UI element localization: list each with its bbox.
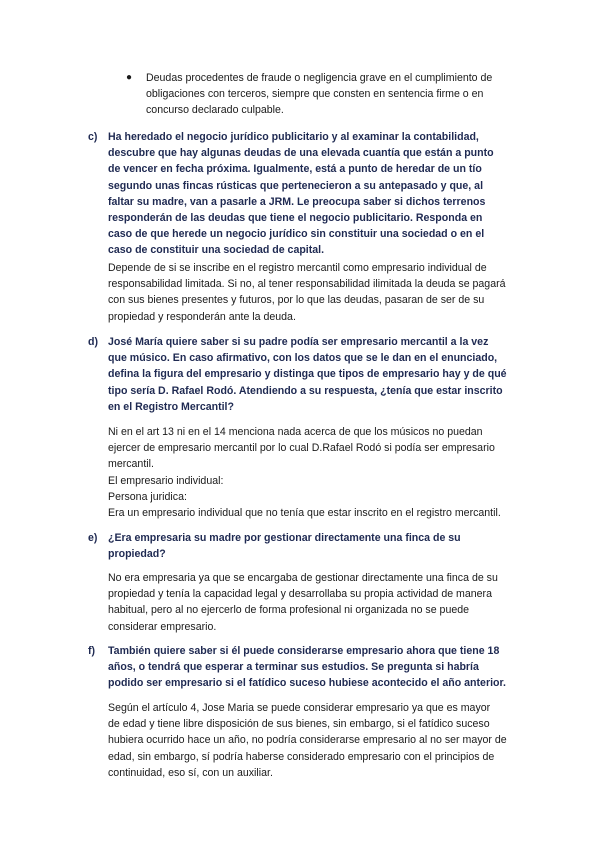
question-text: José María quiere saber si su padre podía ser empresario mercantil a la vez que músico. En caso afirmativo, con los datos que se le dan en el enunciado, defina la figura del empresario y distinga que tipos de empresario hay y de qué tipo sería D. Rafael Rodó. Atendiendo a su respuesta, ¿tenía que estar inscrito en el Registro Mercantil? — [108, 336, 507, 413]
question-c — [88, 129, 518, 259]
bullet-text: Deudas procedentes de fraude o negligencia grave en el cumplimiento de obligaciones con terceros, siempre que consten en sentencia firme o en concurso declarado culpable. — [146, 72, 493, 117]
bullet-item — [126, 70, 526, 119]
answer-d: Ni en el art 13 ni en el 14 menciona nada acerca de que los músicos no puedan ejercer de empresario mercantil por lo cual D.Rafael Rodó si podía ser empresario mercantil. El empresario individual: Persona juridica: Era un empresario individual que no tenía que estar inscrito en el registro mercantil. — [108, 426, 501, 520]
answer-e: No era empresaria ya que se encargaba de gestionar directamente una finca de su propiedad y tenía la capacidad legal y desarrollaba su propia actividad de manera habitual, pero al no ejercerlo de forma profesional ni organizada no se puede considerar empresario. — [108, 572, 498, 633]
question-f — [88, 643, 518, 692]
bullet-dot-icon: ● — [126, 72, 133, 83]
answer-c: Depende de si se inscribe en el registro mercantil como empresario individual de responsabilidad limitada. Si no, al tener responsabilidad ilimitada la deuda se pagará con sus bienes presentes y futuros, por lo que las deudas, pasaran de ser de su propiedad y responderán ante la deuda. — [108, 262, 506, 323]
question-letter: e) — [88, 532, 98, 544]
answer-f: Según el artículo 4, Jose Maria se puede considerar empresario ya que es mayor de edad y tiene libre disposición de sus bienes, sin embargo, si el fatídico suceso hubiera ocurrido hace un año, no podría considerarse empresario al no ser mayor de edad, sin embargo, sí podría haberse considerado empresario con el principios de continuidad, eso sí, con un auxiliar. — [108, 702, 507, 779]
question-text: ¿Era empresaria su madre por gestionar directamente una finca de su propiedad? — [108, 532, 461, 561]
question-text: Ha heredado el negocio jurídico publicitario y al examinar la contabilidad, descubre que hay algunas deudas de una elevada cuantía que están a punto de vencer en fecha próxima. Igualmente, está a punto de heredar de un tío segundo unas fincas rústicas que pertenecieron a su antepasado y que, al faltar su madre, van a pasarle a JRM. Le preocupa saber si dichos terrenos responderán de las deudas que tiene el negocio publicitario. Responda en caso de que herede un negocio jurídico sin constituir una sociedad o en el caso de constituir una sociedad de capital. — [108, 131, 494, 257]
question-text: También quiere saber si él puede considerarse empresario ahora que tiene 18 años, o tendrá que esperar a terminar sus estudios. Se pregunta si habría podido ser empresario si el fatídico suceso hubiese acontecido el año anterior. — [108, 645, 506, 690]
question-letter: f) — [88, 645, 96, 657]
question-letter: d) — [88, 336, 98, 348]
question-d — [88, 334, 518, 415]
question-e — [88, 530, 518, 562]
question-letter: c) — [88, 131, 98, 143]
